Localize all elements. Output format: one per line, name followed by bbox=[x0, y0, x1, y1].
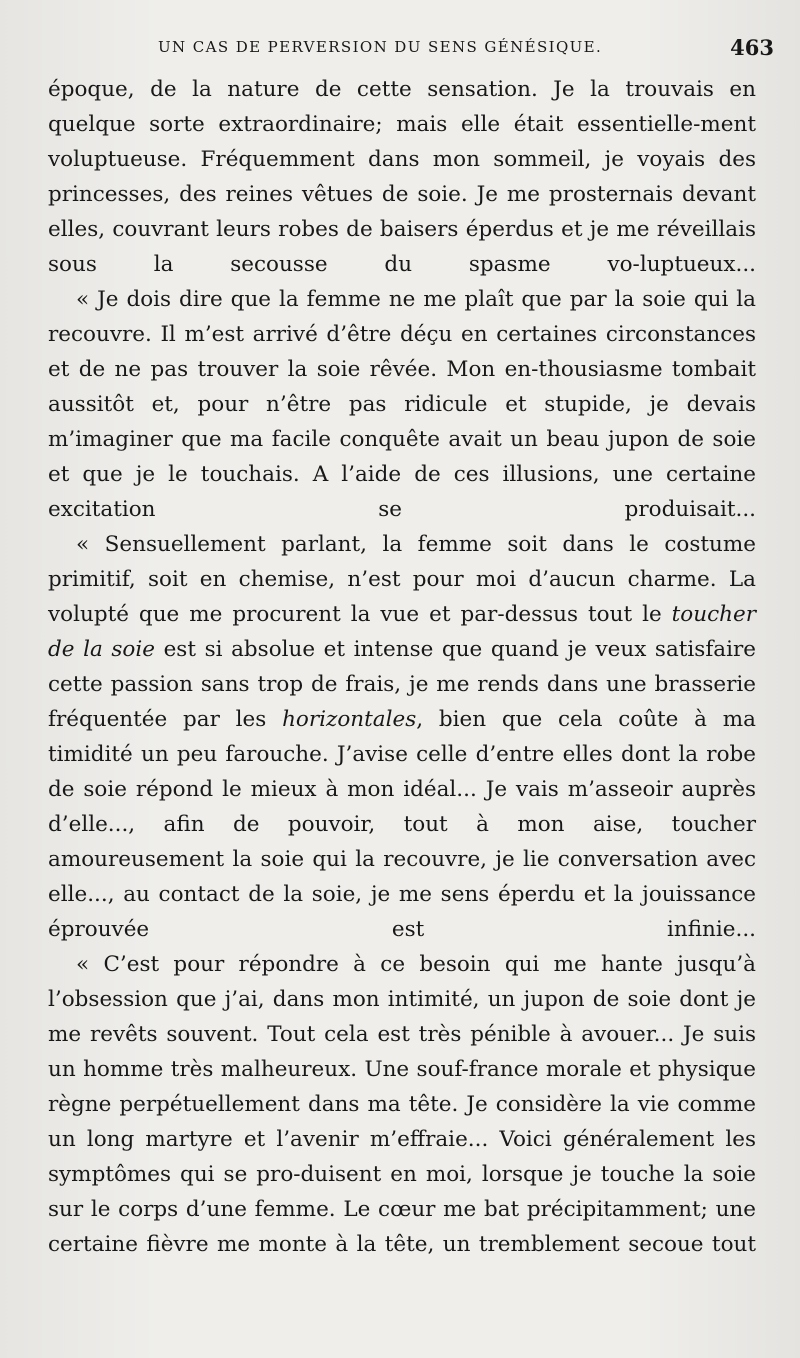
running-head bbox=[48, 35, 774, 66]
paragraph-3-italic-horizontales: horizontales bbox=[282, 707, 417, 732]
page-number: 463 bbox=[730, 35, 774, 60]
body-text bbox=[48, 72, 756, 1262]
paragraph-2 bbox=[48, 282, 756, 527]
paragraph-3-text-b: est si absolue et intense que quand je veux satisfaire cette passion sans trop de frais, je me rends dans une brasserie fréquentée par les bbox=[48, 637, 756, 732]
paragraph-2-text: « Je dois dire que la femme ne me plaît que par la soie qui la recouvre. Il m’est arrivé d’être déçu en certaines circonstances et de ne pas trouver la soie rêvée. Mon en-thousiasme tombait aussitôt et, pour n’être pas ridicule et stupide, je devais m’imaginer que ma facile conquête avait un beau jupon de soie et que je le touchais. A l’aide de ces illusions, une certaine excitation se produisait... bbox=[48, 287, 756, 522]
paragraph-4 bbox=[48, 947, 756, 1262]
paragraph-1-text: époque, de la nature de cette sensation. Je la trouvais en quelque sorte extraordinaire; mais elle était essentielle-ment voluptueuse. Fréquemment dans mon sommeil, je voyais des princesses, des reines vêtues de soie. Je me prosternais devant elles, couvrant leurs robes de baisers éperdus et je me réveillais sous la secousse du spasme vo-luptueux... bbox=[48, 77, 756, 277]
paragraph-3-text-a: « Sensuellement parlant, la femme soit dans le costume primitif, soit en chemise, n’est pour moi d’aucun charme. La volupté que me procurent la vue et par-dessus tout le bbox=[48, 532, 756, 627]
running-title: UN CAS DE PERVERSION DU SENS GÉNÉSIQUE. bbox=[158, 38, 603, 56]
paragraph-1 bbox=[48, 72, 756, 282]
paragraph-3-italic-toucher: toucher de la soie bbox=[48, 602, 756, 662]
paragraph-3-text-c: , bien que cela coûte à ma timidité un peu farouche. J’avise celle d’entre elles dont la robe de soie répond le mieux à mon idéal... Je vais m’asseoir auprès d’elle..., afin de pouvoir, tout à mon aise, toucher amoureusement la soie qui la recouvre, je lie conversation avec elle..., au contact de la soie, je me sens éperdu et la jouissance éprouvée est infinie... bbox=[48, 707, 756, 942]
paragraph-4-text: « C’est pour répondre à ce besoin qui me hante jusqu’à l’obsession que j’ai, dans mon intimité, un jupon de soie dont je me revêts souvent. Tout cela est très pénible à avouer... Je suis un homme très malheureux. Une souf-france morale et physique règne perpétuellement dans ma tête. Je considère la vie comme un long martyre et l’avenir m’effraie... Voici généralement les symptômes qui se pro-duisent en moi, lorsque je touche la soie sur le corps d’une femme. Le cœur me bat précipitamment; une certaine fièvre me monte à la tête, un tremblement secoue tout bbox=[48, 952, 756, 1257]
paragraph-3 bbox=[48, 527, 756, 947]
